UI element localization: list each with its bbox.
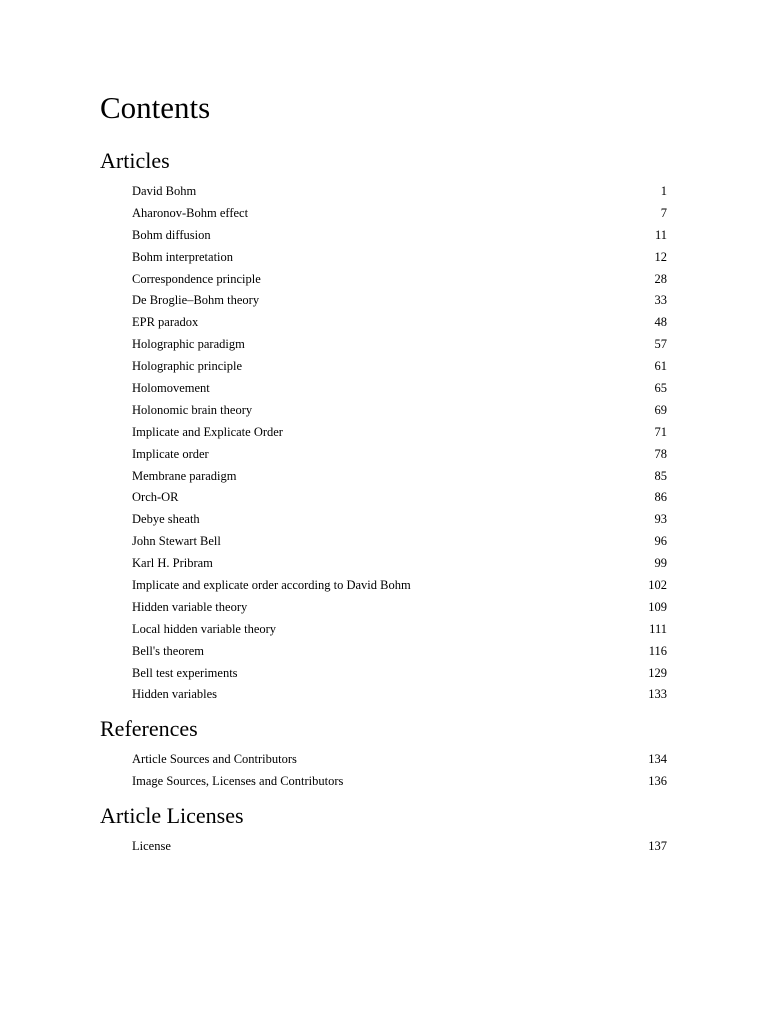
toc-entry-title[interactable]: Implicate and explicate order according to David Bohm <box>132 578 411 593</box>
toc-list-references <box>0 751 768 795</box>
toc-entry[interactable] <box>0 489 768 511</box>
toc-entry-title[interactable]: Bohm interpretation <box>132 249 234 264</box>
toc-list-articles <box>0 183 768 708</box>
toc-entry-page-number: 116 <box>648 643 667 658</box>
toc-entry[interactable] <box>0 271 768 293</box>
toc-entry[interactable] <box>0 599 768 621</box>
toc-entry[interactable] <box>0 686 768 708</box>
toc-entry-page-number: 102 <box>648 578 667 593</box>
toc-entry-page-number: 12 <box>654 249 667 264</box>
toc-entry-title[interactable]: Karl H. Pribram <box>132 556 213 571</box>
toc-entry-page-number: 137 <box>648 839 667 853</box>
toc-entry-page-number: 86 <box>654 490 667 505</box>
toc-entry-title[interactable]: Local hidden variable theory <box>132 621 277 636</box>
toc-entry-page-number: 61 <box>654 359 667 374</box>
toc-entry-title[interactable]: Holonomic brain theory <box>132 402 253 417</box>
toc-entry[interactable] <box>0 468 768 490</box>
toc-entry[interactable] <box>0 227 768 249</box>
section-heading: Articles <box>100 148 170 173</box>
toc-entry-title[interactable]: John Stewart Bell <box>132 534 221 549</box>
toc-entry-title[interactable]: Implicate and Explicate Order <box>132 424 283 439</box>
toc-entry-title[interactable]: Membrane paradigm <box>132 468 237 483</box>
toc-entry[interactable] <box>0 643 768 665</box>
toc-entry-title[interactable]: Holographic principle <box>132 359 243 374</box>
toc-entry-title[interactable]: Hidden variables <box>132 687 218 702</box>
toc-entry-page-number: 65 <box>654 381 667 396</box>
toc-entry[interactable] <box>0 446 768 468</box>
toc-entry-page-number: 109 <box>648 599 667 614</box>
toc-entry[interactable] <box>0 380 768 402</box>
toc-entry[interactable] <box>0 555 768 577</box>
toc-entry-page-number: 129 <box>648 665 667 680</box>
toc-entry-page-number: 71 <box>654 424 667 439</box>
toc-entry-title[interactable]: Image Sources, Licenses and Contributors <box>132 773 344 788</box>
page-title: Contents <box>100 90 211 125</box>
toc-entry[interactable] <box>0 665 768 687</box>
toc-entry-title[interactable]: David Bohm <box>132 184 197 198</box>
toc-entry-page-number: 28 <box>654 271 667 286</box>
toc-entry-title[interactable]: Holographic paradigm <box>132 337 245 352</box>
toc-entry-page-number: 93 <box>654 512 667 527</box>
toc-entry-title[interactable]: Hidden variable theory <box>132 599 248 614</box>
toc-entry-title[interactable]: Orch-OR <box>132 490 179 505</box>
toc-entry-title[interactable]: Article Sources and Contributors <box>132 752 297 766</box>
toc-entry[interactable] <box>0 424 768 446</box>
toc-entry[interactable] <box>0 621 768 643</box>
toc-entry-page-number: 1 <box>660 184 667 198</box>
toc-list-article-licenses <box>0 838 768 860</box>
toc-entry[interactable] <box>0 314 768 336</box>
toc-entry-page-number: 48 <box>654 315 667 330</box>
toc-entry-title[interactable]: EPR paradox <box>132 315 199 330</box>
toc-entry-page-number: 69 <box>654 402 667 417</box>
toc-entry-page-number: 133 <box>648 687 667 702</box>
toc-entry[interactable] <box>0 511 768 533</box>
toc-entry-page-number: 57 <box>654 337 667 352</box>
toc-entry[interactable] <box>0 249 768 271</box>
toc-entry-page-number: 136 <box>648 773 667 788</box>
toc-entry-title[interactable]: Correspondence principle <box>132 271 261 286</box>
toc-entry-page-number: 78 <box>654 446 667 461</box>
toc-entry[interactable] <box>0 533 768 555</box>
toc-entry[interactable] <box>0 205 768 227</box>
toc-entry-page-number: 85 <box>654 468 667 483</box>
toc-entry[interactable] <box>0 402 768 424</box>
toc-entry-page-number: 111 <box>649 621 667 636</box>
toc-entry-page-number: 11 <box>654 227 667 242</box>
toc-entry[interactable] <box>0 751 768 773</box>
toc-entry-title[interactable]: License <box>132 839 171 853</box>
toc-entry-title[interactable]: De Broglie–Bohm theory <box>132 293 260 308</box>
toc-entry[interactable] <box>0 336 768 358</box>
toc-entry-title[interactable]: Holomovement <box>132 381 210 396</box>
toc-entry-title[interactable]: Implicate order <box>132 446 209 461</box>
toc-entry[interactable] <box>0 773 768 795</box>
toc-entry[interactable] <box>0 358 768 380</box>
toc-entry-title[interactable]: Bohm diffusion <box>132 227 211 242</box>
toc-entry-title[interactable]: Debye sheath <box>132 512 200 527</box>
toc-entry-title[interactable]: Bell's theorem <box>132 643 205 658</box>
toc-entry-title[interactable]: Aharonov-Bohm effect <box>132 205 249 220</box>
section-heading: References <box>100 716 198 741</box>
toc-entry[interactable] <box>0 838 768 860</box>
toc-entry-page-number: 134 <box>648 752 667 766</box>
toc-entry[interactable] <box>0 183 768 205</box>
toc-entry-page-number: 7 <box>660 205 667 220</box>
toc-entry[interactable] <box>0 292 768 314</box>
section-heading: Article Licenses <box>100 803 244 828</box>
toc-entry[interactable] <box>0 577 768 599</box>
toc-entry-page-number: 33 <box>654 293 667 308</box>
toc-entry-page-number: 99 <box>654 556 667 571</box>
toc-entry-page-number: 96 <box>654 534 667 549</box>
toc-entry-title[interactable]: Bell test experiments <box>132 665 238 680</box>
